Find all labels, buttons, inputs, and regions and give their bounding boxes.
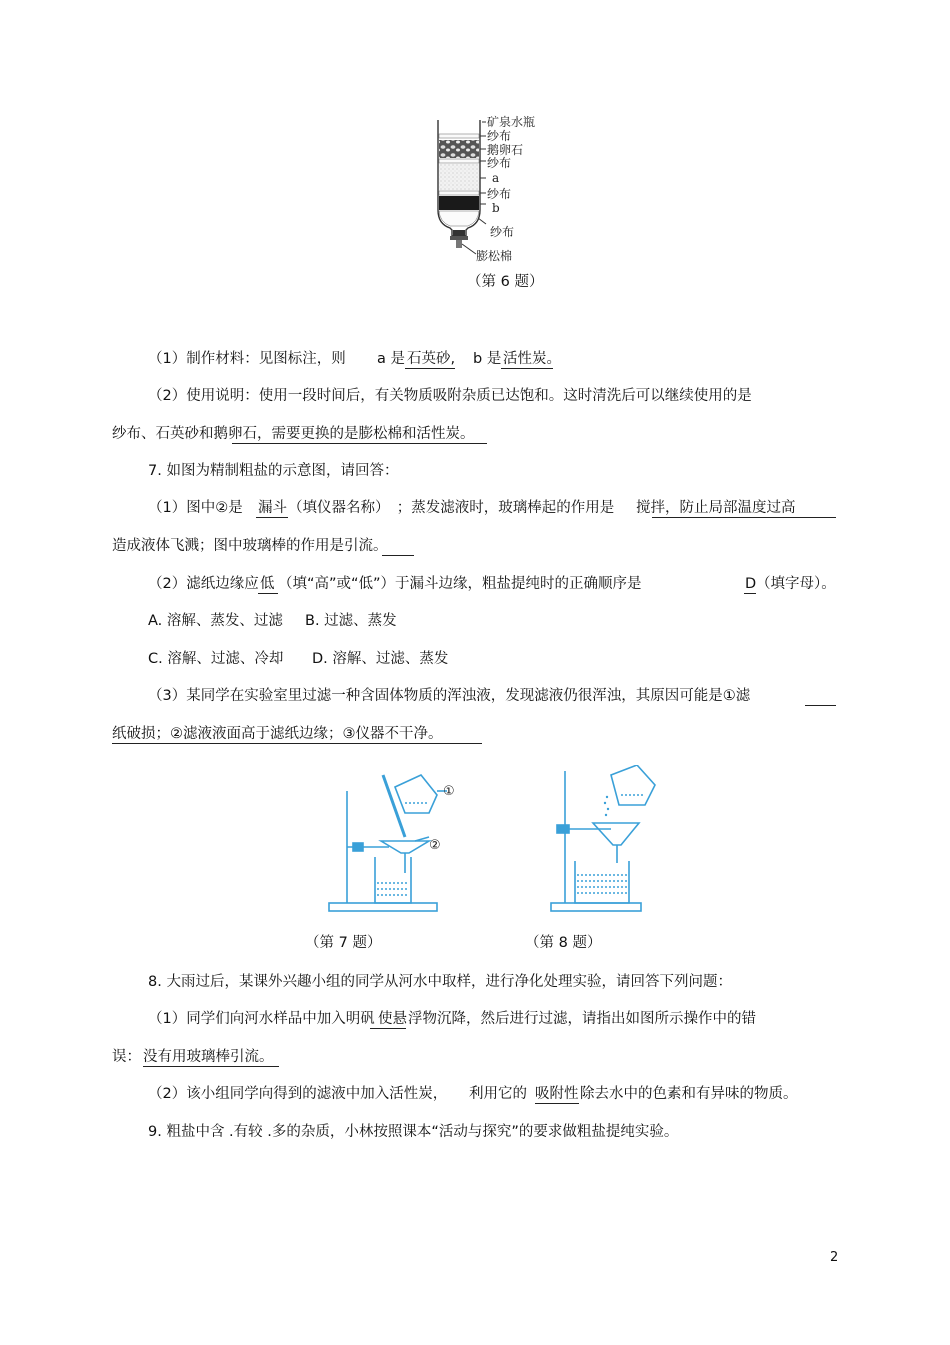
- q6-p1-a-pre: a 是: [377, 351, 405, 367]
- q7-p1-mid: （填仪器名称） ；蒸发滤液时，玻璃棒起的作用是: [288, 500, 615, 516]
- q7-p1-pre: （1）图中②是: [148, 500, 243, 516]
- q7-p2-end: （填字母）。: [756, 576, 836, 592]
- fig6-label-b: b: [492, 201, 500, 215]
- q8-p2-pre: （2）该小组同学向得到的滤液中加入活性炭， 利用它的: [148, 1086, 527, 1102]
- q7-p2-mid: （填“高”或“低”）于漏斗边缘，粗盐提纯时的正确顺序是: [278, 576, 642, 592]
- q6-p2-line2: 纱布、石英砂和鹅卵石，需要更换的是膨松棉和活性炭。: [112, 426, 475, 442]
- fig6-caption: （第 6 题）: [467, 274, 544, 290]
- q7-option-b: B. 过滤、蒸发: [305, 613, 397, 629]
- q7-p2-pre: （2）滤纸边缘应: [148, 576, 259, 592]
- q8-p1-post: 浮物沉降，然后进行过滤，请指出如图所示操作中的错: [408, 1011, 756, 1027]
- fig6-label-bottle: 矿泉水瓶: [487, 115, 536, 129]
- figure-7-filtration: [325, 765, 475, 915]
- fig6-label-cotton: 膨松棉: [476, 249, 513, 263]
- q6-p1-text: （1）制作材料：见图标注，则: [148, 351, 346, 367]
- q7-p1-answer-2: 搅拌，防止局部温度过高: [636, 500, 796, 516]
- figure-6-water-filter: [420, 112, 560, 272]
- q7-p3-line1: （3）某同学在实验室里过滤一种含固体物质的浑浊液，发现滤液仍很浑浊，其原因可能是①滤: [148, 688, 751, 704]
- q8-p1-line2-answer: 没有用玻璃棒引流。: [143, 1049, 274, 1065]
- fig6-label-gauze-1: 纱布: [487, 129, 512, 143]
- q8-p2-post: 除去水中的色素和有异味的物质。: [580, 1086, 798, 1102]
- fig6-label-a: a: [492, 171, 500, 185]
- fig6-label-gauze-3: 纱布: [487, 187, 512, 201]
- fig6-label-gauze-4: 纱布: [490, 225, 515, 239]
- q7-option-d: D. 溶解、过滤、蒸发: [312, 651, 449, 667]
- fig8-caption: （第 8 题）: [525, 935, 602, 951]
- q9-title: 9. 粗盐中含 .有较 .多的杂质，小林按照课本“活动与探究”的要求做粗盐提纯实验。: [148, 1124, 679, 1140]
- q8-p1-pre: （1）同学们向河水样品中加入明矾: [148, 1011, 375, 1027]
- fig6-label-pebbles: 鹅卵石: [487, 143, 524, 157]
- q6-p1-b-pre: b 是: [473, 351, 502, 367]
- q8-p1-answer: 使悬: [378, 1011, 407, 1027]
- q7-option-a: A. 溶解、蒸发、过滤: [148, 613, 283, 629]
- page-number: 2: [830, 1250, 839, 1265]
- q6-p1-a-answer: 石英砂,: [407, 351, 456, 367]
- fig6-label-gauze-2: 纱布: [487, 156, 512, 170]
- q7-option-c: C. 溶解、过滤、冷却: [148, 651, 284, 667]
- q7-p2-answer-1: 低: [260, 576, 275, 592]
- q7-title: 7. 如图为精制粗盐的示意图，请回答：: [148, 463, 399, 479]
- q6-p1-b-answer: 活性炭。: [503, 351, 561, 367]
- q8-title: 8. 大雨过后，某课外兴趣小组的同学从河水中取样，进行净化处理实验，请回答下列问题：: [148, 974, 732, 990]
- q7-p3-line2: 纸破损；②滤液液面高于滤纸边缘；③仪器不干净。: [112, 726, 443, 742]
- figure-8-filtration-error: [545, 765, 695, 915]
- fig7-mark-2: ②: [429, 838, 441, 853]
- q8-p2-answer: 吸附性: [535, 1086, 579, 1102]
- fig7-mark-1: ①: [443, 784, 455, 799]
- q7-p1-line2: 造成液体飞溅；图中玻璃棒的作用是引流。: [112, 538, 388, 554]
- q8-p1-line2-pre: 误：: [112, 1049, 141, 1065]
- fig7-caption: （第 7 题）: [305, 935, 382, 951]
- q7-p2-answer-2: D: [745, 576, 757, 592]
- q7-p1-answer-1: 漏斗: [258, 500, 287, 516]
- q6-p2-line1: （2）使用说明：使用一段时间后，有关物质吸附杂质已达饱和。这时清洗后可以继续使用的是: [148, 388, 752, 404]
